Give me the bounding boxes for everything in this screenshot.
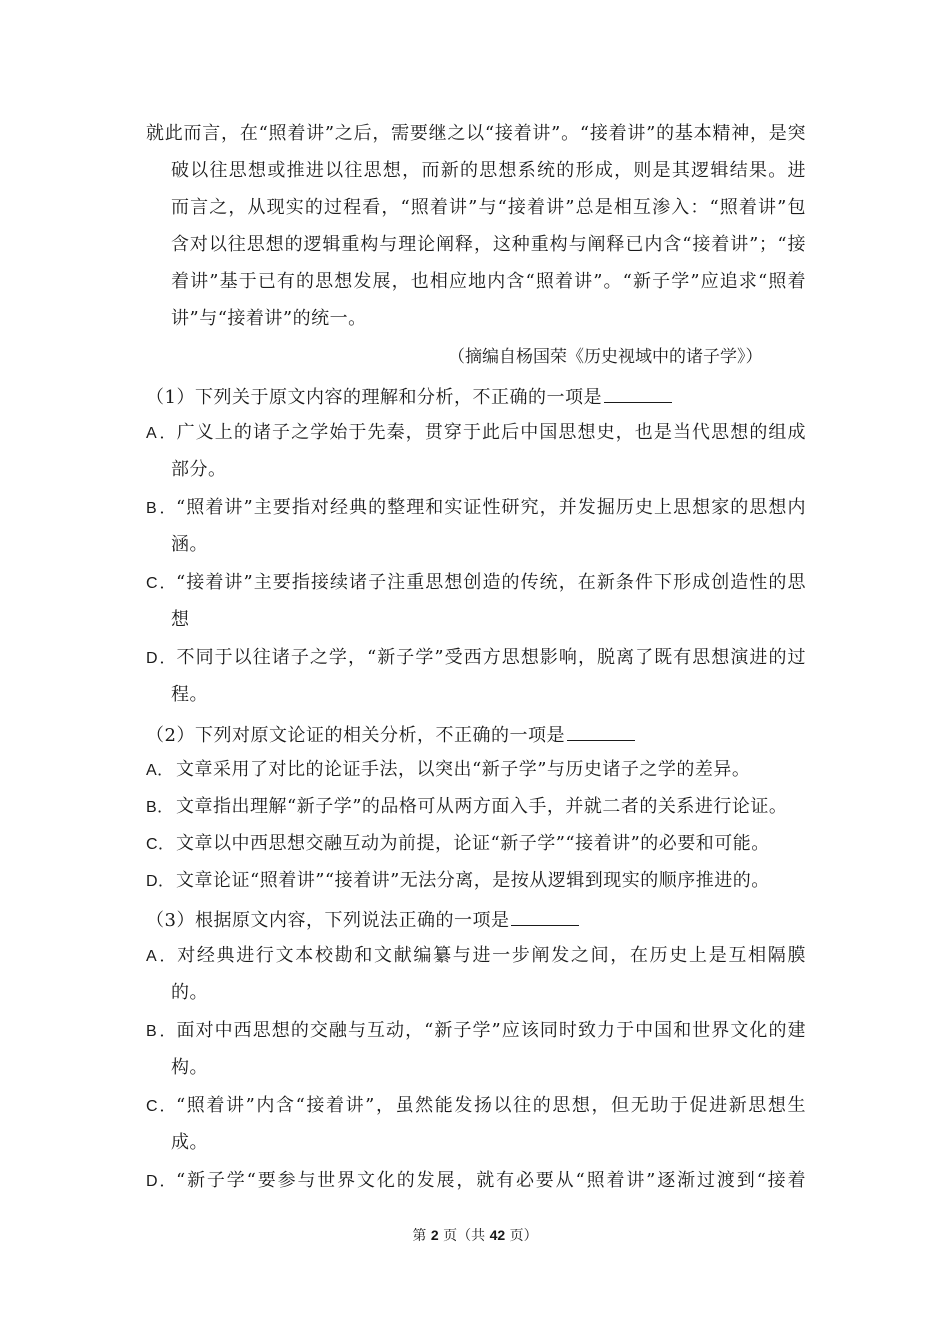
- footer-page-number: 2: [430, 1227, 439, 1243]
- q1-option-d: [146, 647, 806, 670]
- passage-line-6: 讲”与“接着讲”的统一。: [171, 308, 367, 329]
- q3-option-a: [146, 945, 806, 968]
- option-letter: D．: [146, 873, 175, 890]
- option-letter: A．: [146, 762, 174, 779]
- answer-blank-1: [604, 384, 672, 403]
- option-text: “照着讲”内含“接着讲”，虽然能发扬以往的思想，但无助于促进新思想生: [176, 1095, 806, 1116]
- q2-option-c: [146, 833, 770, 856]
- option-text: “新子学“要参与世界文化的发展，就有必要从“照着讲”逐渐过渡到“接着: [176, 1170, 806, 1191]
- footer-mid: 页（共: [438, 1228, 490, 1244]
- option-text: 广义上的诸子之学始于先秦，贯穿于此后中国思想史，也是当代思想的组成: [176, 422, 806, 443]
- q2-option-a: [146, 759, 750, 782]
- option-text: 文章采用了对比的论证手法，以突出“新子学”与历史诸子之学的差异。: [176, 759, 751, 780]
- q1-option-b: [146, 497, 806, 520]
- option-letter: A．: [146, 948, 176, 965]
- page-footer: [0, 1226, 950, 1245]
- option-letter: A．: [146, 425, 176, 442]
- q1-option-c: [146, 572, 806, 595]
- answer-blank-2: [567, 722, 635, 741]
- footer-prefix: 第: [412, 1228, 431, 1244]
- option-text: 文章论证“照着讲”“接着讲”无法分离，是按从逻辑到现实的顺序推进的。: [176, 870, 770, 891]
- option-letter: C．: [146, 1098, 176, 1115]
- passage-line-1: 就此而言，在“照着讲”之后，需要继之以“接着讲”。“接着讲”的基本精神，是突: [146, 123, 806, 144]
- option-letter: C．: [146, 575, 176, 592]
- q2-option-b: [146, 796, 787, 819]
- option-text: 面对中西思想的交融与互动，“新子学”应该同时致力于中国和世界文化的建: [176, 1020, 806, 1041]
- passage-line-4: 含对以往思想的逻辑重构与理论阐释，这种重构与阐释已内含“接着讲”；“接: [171, 234, 806, 255]
- q3-option-d: [146, 1170, 806, 1193]
- question-2-stem: [146, 722, 635, 747]
- q3-option-a-cont: 的。: [171, 982, 208, 1003]
- passage-line-2: 破以往思想或推进以往思想，而新的思想系统的形成，则是其逻辑结果。进: [171, 160, 806, 181]
- question-1-stem: [146, 384, 672, 409]
- option-text: 文章指出理解“新子学”的品格可从两方面入手，并就二者的关系进行论证。: [176, 796, 788, 817]
- question-3-stem: [146, 907, 579, 932]
- question-1-text: （1）下列关于原文内容的理解和分析，不正确的一项是: [146, 387, 602, 408]
- answer-blank-3: [511, 907, 579, 926]
- q1-option-c-cont: 想: [171, 609, 190, 630]
- q1-option-a: [146, 422, 806, 445]
- footer-suffix: 页）: [505, 1228, 538, 1244]
- question-3-text: （3）根据原文内容，下列说法正确的一项是: [146, 910, 510, 931]
- question-2-text: （2）下列对原文论证的相关分析，不正确的一项是: [146, 725, 565, 746]
- passage-line-5: 着讲”基于已有的思想发展，也相应地内含“照着讲”。“新子学”应追求“照着: [171, 271, 806, 292]
- option-text: 对经典进行文本校勘和文献编纂与进一步阐发之间，在历史上是互相隔膜: [176, 945, 806, 966]
- option-letter: B．: [146, 799, 174, 816]
- footer-total-pages: 42: [489, 1227, 506, 1243]
- option-text: “接着讲”主要指接续诸子注重思想创造的传统，在新条件下形成创造性的思: [176, 572, 806, 593]
- q1-option-a-cont: 部分。: [171, 459, 227, 480]
- option-letter: C．: [146, 836, 175, 853]
- source-citation: （摘编自杨国荣《历史视域中的诸子学》）: [448, 347, 763, 367]
- option-letter: D．: [146, 1173, 176, 1190]
- q3-option-c-cont: 成。: [171, 1132, 208, 1153]
- q3-option-b: [146, 1020, 806, 1043]
- passage-line-3: 而言之，从现实的过程看，“照着讲”与“接着讲”总是相互渗入：“照着讲”包: [171, 197, 806, 218]
- q1-option-b-cont: 涵。: [171, 534, 208, 555]
- q2-option-d: [146, 870, 770, 893]
- q3-option-c: [146, 1095, 806, 1118]
- option-letter: B．: [146, 1023, 176, 1040]
- option-letter: D．: [146, 650, 176, 667]
- option-text: 不同于以往诸子之学，“新子学”受西方思想影响，脱离了既有思想演进的过: [176, 647, 806, 668]
- q1-option-d-cont: 程。: [171, 684, 208, 705]
- q3-option-b-cont: 构。: [171, 1057, 208, 1078]
- option-text: “照着讲”主要指对经典的整理和实证性研究，并发掘历史上思想家的思想内: [176, 497, 806, 518]
- option-letter: B．: [146, 500, 176, 517]
- option-text: 文章以中西思想交融互动为前提，论证“新子学”“接着讲”的必要和可能。: [176, 833, 770, 854]
